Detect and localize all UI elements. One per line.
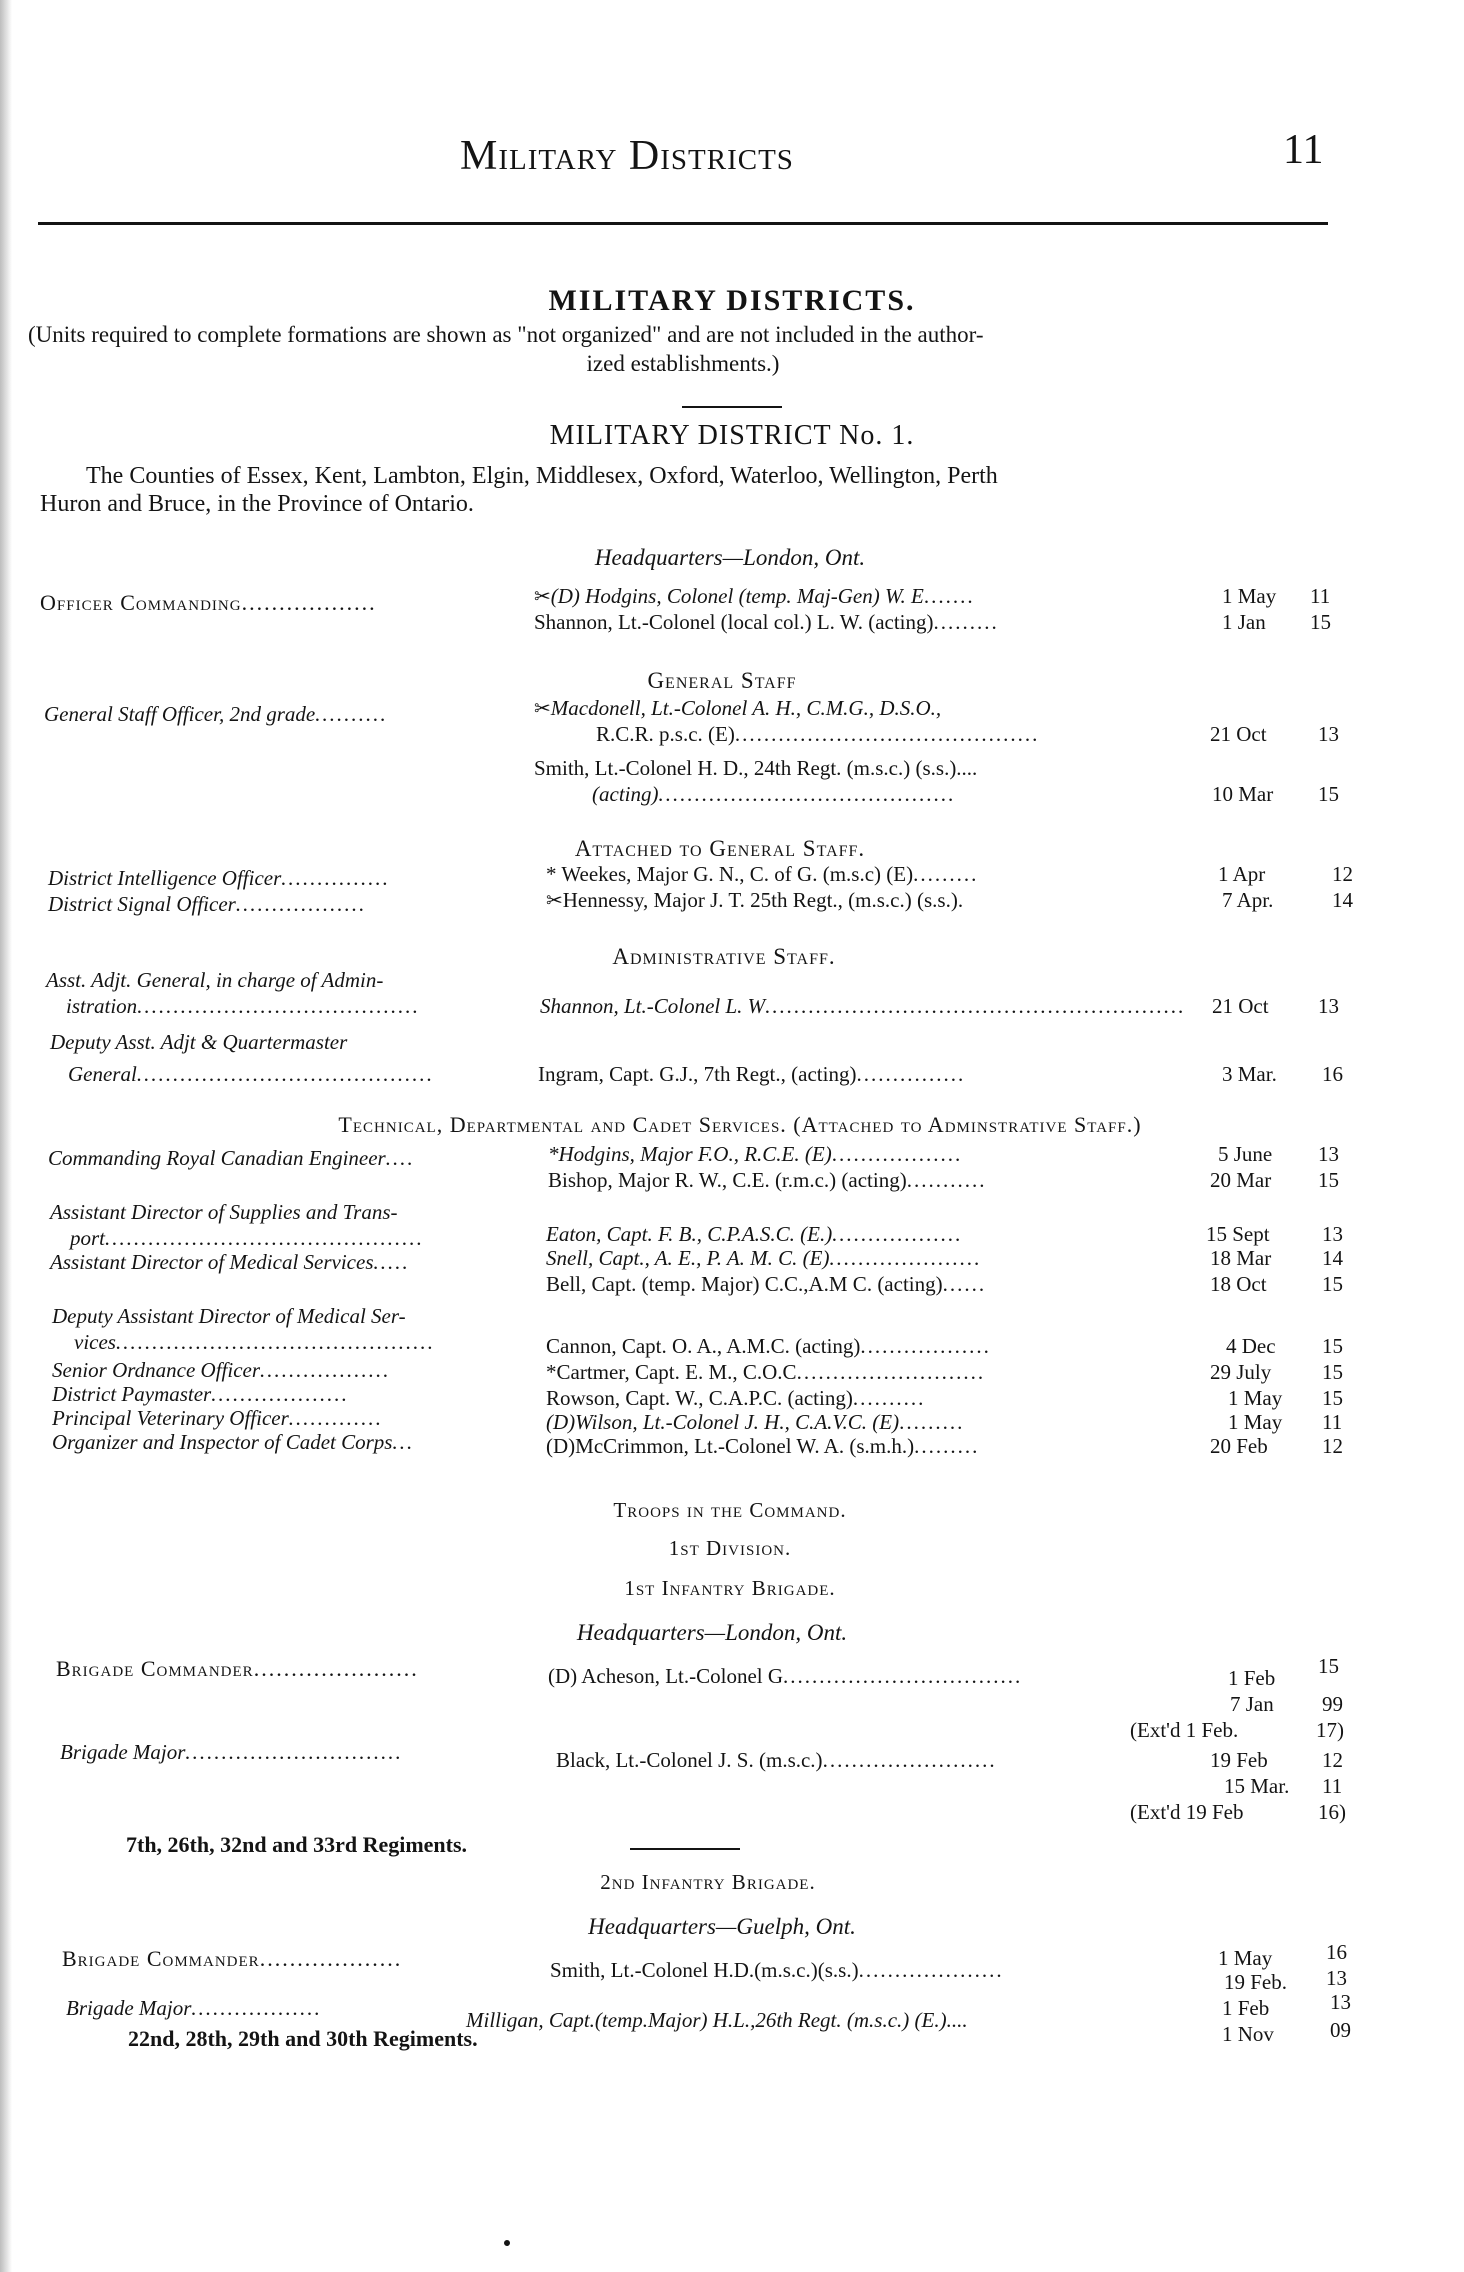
- tech-label-11: Principal Veterinary Officer.............: [52, 1406, 384, 1430]
- entry-date: 1 Jan: [1222, 610, 1266, 634]
- tech-entry-8: Cannon, Capt. O. A., A.M.C. (acting)..................: [546, 1334, 991, 1358]
- troops-heading: Troops in the Command.: [613, 1498, 847, 1522]
- general-staff-entry-1: [534, 696, 941, 721]
- tech-label-7: Deputy Assistant Director of Medical Ser-: [52, 1304, 406, 1328]
- tech-entry-6: Bell, Capt. (temp. Major) C.C.,A.M C. (acting)......: [546, 1272, 987, 1296]
- counties-line1: The Counties of Essex, Kent, Lambton, Elgin, Middlesex, Oxford, Waterloo, Wellington, Perth: [86, 463, 998, 489]
- entry-year: 15: [1322, 1360, 1343, 1384]
- entry-date: 1 May: [1218, 1946, 1273, 1970]
- entry-date: 15 Mar.: [1224, 1774, 1290, 1798]
- tech-label-text: vices: [74, 1330, 116, 1354]
- tech-label-8: vices............................................: [74, 1330, 435, 1354]
- tech-entry-1: *Hodgins, Major F.O., R.C.E. (E)..................: [548, 1142, 963, 1166]
- scissors-icon: ✂: [546, 890, 563, 912]
- entry-text: *Cartmer, Capt. E. M., C.O.C: [546, 1360, 797, 1384]
- entry-date: 1 Feb: [1228, 1666, 1276, 1690]
- attached-label-1: District Intelligence Officer...............: [48, 866, 391, 890]
- entry-text: Bell, Capt. (temp. Major) C.C.,A.M C. (acting): [546, 1272, 943, 1296]
- b1-major-label-text: Brigade Major: [60, 1740, 186, 1764]
- b1-major-label: Brigade Major..............................: [60, 1740, 403, 1764]
- entry-text: Cannon, Capt. O. A., A.M.C. (acting): [546, 1334, 861, 1358]
- attached-label-2: District Signal Officer..................: [48, 892, 367, 916]
- aag-label-line2: istration.......................................: [66, 994, 420, 1018]
- tech-label-text: port: [70, 1226, 106, 1250]
- entry-text: (D)McCrimmon, Lt.-Colonel W. A. (s.m.h.): [546, 1434, 915, 1458]
- intro-note-line1: (Units required to complete formations are shown as "not organized" and are not included in the author-: [28, 322, 984, 347]
- district-heading: MILITARY DISTRICT No. 1.: [549, 420, 915, 451]
- b1-commander-label-text: Brigade Commander: [56, 1656, 254, 1681]
- brigade-2-heading: 2nd Infantry Brigade.: [600, 1870, 816, 1894]
- entry-text: *Hodgins, Major F.O., R.C.E. (E): [548, 1142, 832, 1166]
- entry-date: 1 May: [1228, 1386, 1283, 1410]
- tech-entry-4: Eaton, Capt. F. B., C.P.A.S.C. (E.)..................: [546, 1222, 963, 1246]
- aag-entry: Shannon, Lt.-Colonel L. W..........................................................: [540, 994, 1186, 1018]
- entry-year: 13: [1330, 1990, 1351, 2014]
- entry-year: 09: [1330, 2018, 1351, 2042]
- general-staff-officer-label: General Staff Officer, 2nd grade..........: [44, 702, 388, 726]
- b2-commander-label-text: Brigade Commander: [62, 1946, 260, 1971]
- entry-year: 11: [1322, 1410, 1343, 1434]
- officer-commanding-label: Officer Commanding..................: [40, 590, 377, 615]
- tech-label-text: Assistant Director of Medical Services: [50, 1250, 374, 1274]
- entry-year: 13: [1318, 994, 1339, 1018]
- entry-year: 15: [1322, 1334, 1343, 1358]
- b2-major-label-text: Brigade Major: [66, 1996, 192, 2020]
- entry-date: 29 July: [1210, 1360, 1272, 1384]
- technical-heading: Technical, Departmental and Cadet Services. (Attached to Adminstrative Staff.): [338, 1112, 1142, 1137]
- scissors-icon: ✂: [534, 586, 551, 608]
- daag-label-line2: General.........................................: [68, 1062, 435, 1086]
- general-staff-heading: General Staff: [647, 668, 797, 693]
- entry-year: 14: [1322, 1246, 1343, 1270]
- tech-label-text: Senior Ordnance Officer: [52, 1358, 261, 1382]
- entry-year: 14: [1332, 888, 1353, 912]
- tech-label-text: District Paymaster: [52, 1382, 212, 1406]
- officer-commanding-label-text: Officer Commanding: [40, 590, 242, 615]
- tech-label-4: port............................................: [70, 1226, 425, 1250]
- attached-label-text: District Intelligence Officer: [48, 866, 282, 890]
- b2-major-entry: [466, 2008, 968, 2033]
- entry-text: (D) Acheson, Lt.-Colonel G: [548, 1664, 784, 1688]
- administrative-heading: Administrative Staff.: [612, 944, 836, 969]
- entry-date: 1 Nov: [1222, 2022, 1274, 2046]
- entry-date: 1 Apr: [1218, 862, 1266, 886]
- entry-text: Smith, Lt.-Colonel H.D.(m.s.c.)(s.s.): [550, 1958, 859, 1982]
- entry-date: 5 June: [1218, 1142, 1273, 1166]
- entry-text: Snell, Capt., A. E., P. A. M. C. (E): [546, 1246, 830, 1270]
- entry-year: 13: [1318, 722, 1339, 746]
- tech-label-3: Assistant Director of Supplies and Trans-: [50, 1200, 398, 1224]
- entry-year: 16): [1318, 1800, 1346, 1824]
- tech-label-12: Organizer and Inspector of Cadet Corps...: [52, 1430, 415, 1454]
- aag-label-text: istration: [66, 994, 138, 1018]
- b2-commander-entry: Smith, Lt.-Colonel H.D.(m.s.c.)(s.s.)....................: [550, 1958, 1004, 1982]
- headquarters-line: Headquarters—London, Ont.: [594, 545, 866, 570]
- officer-commanding-entry-2: Shannon, Lt.-Colonel (local col.) L. W. (acting).........: [534, 610, 999, 634]
- page-mark: [504, 2240, 510, 2246]
- entry-text: Ingram, Capt. G.J., 7th Regt., (acting): [538, 1062, 857, 1086]
- b2-regiments: 22nd, 28th, 29th and 30th Regiments.: [128, 2026, 478, 2051]
- entry-date: 19 Feb.: [1224, 1970, 1287, 1994]
- entry-year: 12: [1322, 1434, 1343, 1458]
- divider: [630, 1848, 740, 1850]
- entry-text: Shannon, Lt.-Colonel L. W: [540, 994, 766, 1018]
- entry-date: 20 Mar: [1210, 1168, 1272, 1192]
- daag-label-line1: Deputy Asst. Adjt & Quartermaster: [50, 1030, 348, 1054]
- b1-commander-entry: (D) Acheson, Lt.-Colonel G.................................: [548, 1664, 1023, 1688]
- entry-text: Black, Lt.-Colonel J. S. (m.s.c.): [556, 1748, 823, 1772]
- entry-date: 18 Oct: [1210, 1272, 1267, 1296]
- entry-date: 1 May: [1228, 1410, 1283, 1434]
- entry-text: Milligan, Capt.(temp.Major) H.L.,26th Regt. (m.s.c.) (E.)....: [466, 2008, 968, 2032]
- attached-entry-2: [546, 888, 963, 913]
- entry-date: 10 Mar: [1212, 782, 1274, 806]
- entry-date: (Ext'd 19 Feb: [1130, 1800, 1244, 1824]
- daag-label-text: General: [68, 1062, 137, 1086]
- entry-year: 13: [1322, 1222, 1343, 1246]
- running-title: Military Districts: [460, 133, 794, 179]
- entry-date: (Ext'd 1 Feb.: [1130, 1718, 1239, 1742]
- officer-commanding-entry-1: ✂(D) Hodgins, Colonel (temp. Maj-Gen) W. E.......: [534, 584, 975, 608]
- attached-entry-1: * Weekes, Major G. N., C. of G. (m.s.c) (E).........: [546, 862, 979, 886]
- entry-year: 12: [1322, 1748, 1343, 1772]
- general-staff-entry-1-cont: R.C.R. p.s.c. (E)..........................................: [596, 722, 1040, 746]
- entry-text: (D)Wilson, Lt.-Colonel J. H., C.A.V.C. (E): [546, 1410, 900, 1434]
- general-staff-officer-label-text: General Staff Officer, 2nd grade: [44, 702, 316, 726]
- scissors-icon: ✂: [534, 698, 551, 720]
- entry-text: Shannon, Lt.-Colonel (local col.) L. W. (acting): [534, 610, 934, 634]
- counties-line2: Huron and Bruce, in the Province of Ontario.: [40, 491, 474, 517]
- entry-year: 16: [1322, 1062, 1343, 1086]
- general-staff-entry-2: [534, 756, 977, 781]
- entry-year: 15: [1318, 1168, 1339, 1192]
- entry-year: 15: [1318, 1654, 1339, 1678]
- entry-year: 11: [1310, 584, 1331, 608]
- entry-year: 15: [1318, 782, 1339, 806]
- entry-text: (D) Hodgins, Colonel (temp. Maj-Gen) W. E: [550, 584, 924, 608]
- daag-entry: Ingram, Capt. G.J., 7th Regt., (acting)...............: [538, 1062, 966, 1086]
- counties-text: [40, 462, 1340, 518]
- tech-label-5: Assistant Director of Medical Services.....: [50, 1250, 410, 1274]
- b1-major-entry: Black, Lt.-Colonel J. S. (m.s.c.)........................: [556, 1748, 997, 1772]
- entry-text: Rowson, Capt. W., C.A.P.C. (acting): [546, 1386, 853, 1410]
- tech-label-9: Senior Ordnance Officer..................: [52, 1358, 391, 1382]
- brigade-1-heading: 1st Infantry Brigade.: [624, 1576, 836, 1600]
- entry-year: 12: [1332, 862, 1353, 886]
- entry-text: Hennessy, Major J. T. 25th Regt., (m.s.c.) (s.s.).: [562, 888, 964, 912]
- entry-year: 15: [1322, 1272, 1343, 1296]
- b1-regiments: 7th, 26th, 32nd and 33rd Regiments.: [126, 1832, 468, 1857]
- tech-entry-10: Rowson, Capt. W., C.A.P.C. (acting)..........: [546, 1386, 926, 1410]
- section-title: MILITARY DISTRICTS.: [548, 284, 916, 317]
- divider: [682, 406, 782, 408]
- tech-entry-5: Snell, Capt., A. E., P. A. M. C. (E).....................: [546, 1246, 982, 1270]
- entry-year: 99: [1322, 1692, 1343, 1716]
- tech-label-text: Organizer and Inspector of Cadet Corps: [52, 1430, 393, 1454]
- tech-entry-9: *Cartmer, Capt. E. M., C.O.C..........................: [546, 1360, 986, 1384]
- entry-year: 11: [1322, 1774, 1343, 1798]
- tech-label-1: Commanding Royal Canadian Engineer....: [48, 1146, 415, 1170]
- attached-label-text: District Signal Officer: [48, 892, 236, 916]
- entry-date: 7 Apr.: [1222, 888, 1274, 912]
- attached-heading: Attached to General Staff.: [574, 836, 866, 861]
- intro-note: [28, 320, 1338, 378]
- page-number: 11: [1283, 127, 1324, 173]
- entry-text: Eaton, Capt. F. B., C.P.A.S.C. (E.): [546, 1222, 833, 1246]
- brigade-2-headquarters: Headquarters—Guelph, Ont.: [588, 1914, 856, 1939]
- entry-year: 15: [1310, 610, 1331, 634]
- entry-text: (acting): [592, 782, 659, 806]
- entry-date: 1 Feb: [1222, 1996, 1270, 2020]
- entry-date: 18 Mar: [1210, 1246, 1272, 1270]
- tech-label-text: Principal Veterinary Officer: [52, 1406, 289, 1430]
- general-staff-entry-2-cont: (acting).........................................: [592, 782, 956, 806]
- entry-year: 15: [1322, 1386, 1343, 1410]
- entry-text: R.C.R. p.s.c. (E): [596, 722, 735, 746]
- entry-text: Macdonell, Lt.-Colonel A. H., C.M.G., D.S.O.,: [550, 696, 942, 720]
- entry-text: Bishop, Major R. W., C.E. (r.m.c.) (acting): [548, 1168, 907, 1192]
- entry-year: 17): [1316, 1718, 1344, 1742]
- entry-date: 15 Sept: [1206, 1222, 1270, 1246]
- entry-date: 21 Oct: [1212, 994, 1269, 1018]
- b2-commander-label: Brigade Commander...................: [62, 1946, 403, 1971]
- entry-date: 21 Oct: [1210, 722, 1267, 746]
- tech-entry-11: (D)Wilson, Lt.-Colonel J. H., C.A.V.C. (E).........: [546, 1410, 965, 1434]
- entry-date: 20 Feb: [1210, 1434, 1268, 1458]
- entry-year: 16: [1326, 1940, 1347, 1964]
- entry-date: 7 Jan: [1230, 1692, 1274, 1716]
- intro-note-line2: ized establishments.): [586, 351, 780, 376]
- tech-label-10: District Paymaster...................: [52, 1382, 349, 1406]
- aag-label-line1: Asst. Adjt. General, in charge of Admin-: [46, 968, 384, 992]
- entry-year: 13: [1326, 1966, 1347, 1990]
- entry-date: 3 Mar.: [1222, 1062, 1277, 1086]
- tech-entry-12: (D)McCrimmon, Lt.-Colonel W. A. (s.m.h.).........: [546, 1434, 980, 1458]
- entry-date: 1 May: [1222, 584, 1277, 608]
- entry-year: 13: [1318, 1142, 1339, 1166]
- brigade-1-headquarters: Headquarters—London, Ont.: [576, 1620, 848, 1645]
- tech-label-text: Commanding Royal Canadian Engineer: [48, 1146, 386, 1170]
- division-heading: 1st Division.: [668, 1536, 792, 1560]
- b2-major-label: Brigade Major..................: [66, 1996, 322, 2020]
- b1-commander-label: Brigade Commander......................: [56, 1656, 419, 1681]
- entry-text: Smith, Lt.-Colonel H. D., 24th Regt. (m.s.c.) (s.s.)....: [534, 756, 978, 780]
- entry-text: * Weekes, Major G. N., C. of G. (m.s.c) (E): [546, 862, 914, 886]
- entry-date: 4 Dec: [1226, 1334, 1276, 1358]
- header-rule: [38, 222, 1328, 225]
- tech-entry-2: Bishop, Major R. W., C.E. (r.m.c.) (acting)...........: [548, 1168, 987, 1192]
- entry-date: 19 Feb: [1210, 1748, 1268, 1772]
